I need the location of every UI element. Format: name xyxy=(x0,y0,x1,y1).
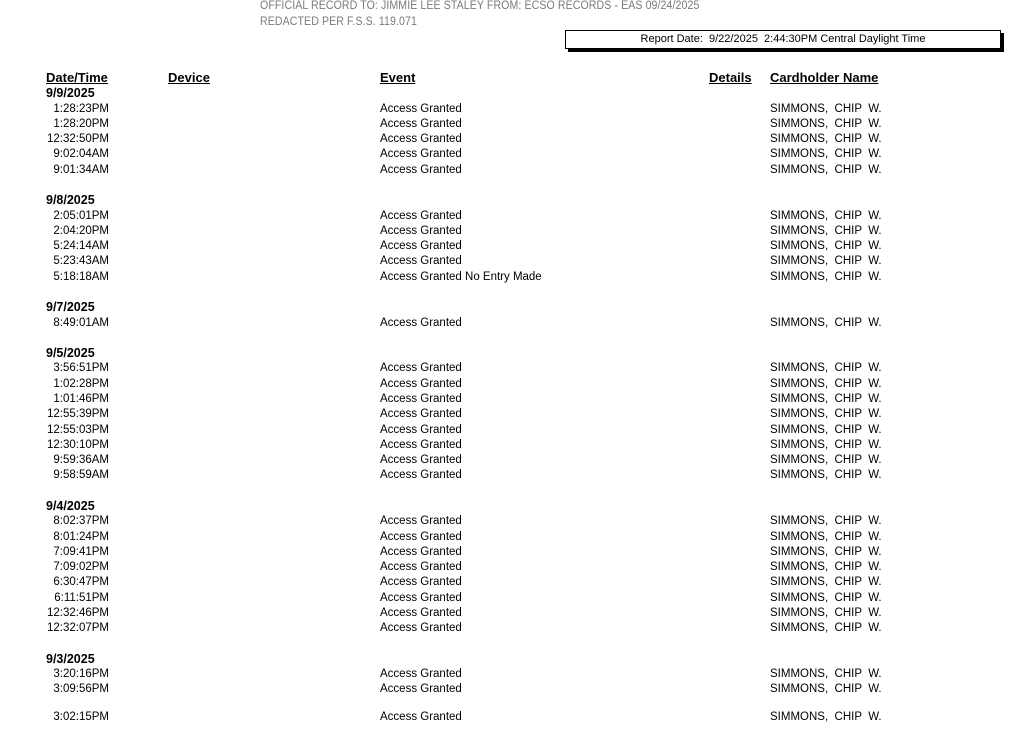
log-row xyxy=(0,530,1023,545)
log-cardholder: SIMMONS, CHIP W. xyxy=(770,683,882,696)
log-time: 1:02:28PM xyxy=(53,377,109,390)
column-header-datetime: Date/Time xyxy=(46,70,108,85)
log-cardholder: SIMMONS, CHIP W. xyxy=(770,423,882,436)
log-cardholder: SIMMONS, CHIP W. xyxy=(770,255,882,268)
log-row xyxy=(0,239,1023,254)
log-cardholder: SIMMONS, CHIP W. xyxy=(770,515,882,528)
log-cardholder: SIMMONS, CHIP W. xyxy=(770,545,882,558)
log-time: 12:30:10PM xyxy=(46,438,109,451)
log-cardholder: SIMMONS, CHIP W. xyxy=(770,102,882,115)
log-cardholder: SIMMONS, CHIP W. xyxy=(770,408,882,421)
log-event: Access Granted No Entry Made xyxy=(380,270,542,283)
log-cardholder: SIMMONS, CHIP W. xyxy=(770,316,882,329)
log-time: 12:55:03PM xyxy=(46,423,109,436)
report-date-box: Report Date: 9/22/2025 2:44:30PM Central Daylight Time xyxy=(565,30,1001,49)
log-event: Access Granted xyxy=(380,408,462,421)
column-header-cardholder: Cardholder Name xyxy=(770,70,879,85)
log-row xyxy=(0,377,1023,392)
log-time: 12:32:07PM xyxy=(46,622,109,635)
log-time: 9:02:04AM xyxy=(53,148,109,161)
log-time: 8:01:24PM xyxy=(53,530,109,543)
log-row xyxy=(0,575,1023,590)
log-time: 6:30:47PM xyxy=(53,576,109,589)
log-time: 1:01:46PM xyxy=(53,392,109,405)
log-time: 6:11:51PM xyxy=(54,591,109,604)
log-event: Access Granted xyxy=(380,668,462,681)
log-time: 2:04:20PM xyxy=(53,224,109,237)
log-event: Access Granted xyxy=(380,469,462,482)
log-event: Access Granted xyxy=(380,423,462,436)
log-row xyxy=(0,132,1023,147)
log-cardholder: SIMMONS, CHIP W. xyxy=(770,133,882,146)
log-row xyxy=(0,560,1023,575)
date-heading: 9/4/2025 xyxy=(46,498,95,513)
log-row xyxy=(0,316,1023,331)
watermark-line-1: OFFICIAL RECORD TO: JIMMIE LEE STALEY FROM: ECSO RECORDS - EAS 09/24/2025 xyxy=(260,0,700,12)
log-row xyxy=(0,147,1023,162)
log-cardholder: SIMMONS, CHIP W. xyxy=(770,469,882,482)
log-event: Access Granted xyxy=(380,561,462,574)
log-event: Access Granted xyxy=(380,622,462,635)
log-time: 7:09:41PM xyxy=(53,545,109,558)
log-time: 1:28:20PM xyxy=(53,117,109,130)
log-time: 12:32:50PM xyxy=(46,133,109,146)
log-row xyxy=(0,667,1023,682)
log-row xyxy=(0,682,1023,697)
log-cardholder: SIMMONS, CHIP W. xyxy=(770,392,882,405)
log-event: Access Granted xyxy=(380,117,462,130)
log-time: 9:01:34AM xyxy=(53,163,109,176)
date-heading: 9/5/2025 xyxy=(46,345,95,360)
log-row xyxy=(0,453,1023,468)
log-event: Access Granted xyxy=(380,224,462,237)
log-event: Access Granted xyxy=(380,255,462,268)
log-row xyxy=(0,254,1023,269)
log-row xyxy=(0,102,1023,117)
log-row xyxy=(0,117,1023,132)
log-event: Access Granted xyxy=(380,683,462,696)
log-event: Access Granted xyxy=(380,392,462,405)
log-time: 9:59:36AM xyxy=(53,454,109,467)
log-time: 3:20:16PM xyxy=(53,668,109,681)
log-event: Access Granted xyxy=(380,515,462,528)
log-cardholder: SIMMONS, CHIP W. xyxy=(770,454,882,467)
date-heading: 9/7/2025 xyxy=(46,300,95,314)
log-cardholder: SIMMONS, CHIP W. xyxy=(770,622,882,635)
log-cardholder: SIMMONS, CHIP W. xyxy=(770,591,882,604)
log-row xyxy=(0,423,1023,438)
log-row xyxy=(0,209,1023,224)
log-event: Access Granted xyxy=(380,576,462,589)
log-cardholder: SIMMONS, CHIP W. xyxy=(770,377,882,390)
log-row xyxy=(0,438,1023,453)
log-time: 12:55:39PM xyxy=(46,408,109,421)
log-time: 5:24:14AM xyxy=(53,240,109,253)
log-time: 5:23:43AM xyxy=(53,255,109,268)
log-cardholder: SIMMONS, CHIP W. xyxy=(770,240,882,253)
date-heading: 9/3/2025 xyxy=(46,651,95,666)
column-header-device: Device xyxy=(168,70,210,85)
log-time: 1:28:23PM xyxy=(53,102,109,115)
log-row xyxy=(0,392,1023,407)
log-row xyxy=(0,710,1023,725)
log-time: 8:49:01AM xyxy=(53,316,109,329)
log-cardholder: SIMMONS, CHIP W. xyxy=(770,148,882,161)
log-cardholder: SIMMONS, CHIP W. xyxy=(770,270,882,283)
log-event: Access Granted xyxy=(380,316,462,329)
log-cardholder: SIMMONS, CHIP W. xyxy=(770,607,882,619)
log-cardholder: SIMMONS, CHIP W. xyxy=(770,224,882,237)
date-heading: 9/9/2025 xyxy=(46,86,95,100)
log-cardholder: SIMMONS, CHIP W. xyxy=(770,576,882,589)
log-row xyxy=(0,163,1023,178)
log-event: Access Granted xyxy=(380,377,462,390)
log-event: Access Granted xyxy=(380,454,462,467)
log-event: Access Granted xyxy=(380,710,462,723)
log-cardholder: SIMMONS, CHIP W. xyxy=(770,362,882,375)
date-heading: 9/8/2025 xyxy=(46,193,95,207)
log-event: Access Granted xyxy=(380,607,462,619)
log-cardholder: SIMMONS, CHIP W. xyxy=(770,163,882,176)
log-event: Access Granted xyxy=(380,240,462,253)
log-row xyxy=(0,270,1023,285)
log-row xyxy=(0,468,1023,483)
log-row xyxy=(0,621,1023,636)
log-time: 7:09:02PM xyxy=(53,561,109,574)
column-header-event: Event xyxy=(380,70,416,85)
log-event: Access Granted xyxy=(380,163,462,176)
log-row xyxy=(0,591,1023,606)
log-time: 3:02:15PM xyxy=(53,710,109,723)
log-cardholder: SIMMONS, CHIP W. xyxy=(770,117,882,130)
log-time: 3:56:51PM xyxy=(53,362,109,375)
log-time: 2:05:01PM xyxy=(53,209,109,222)
log-time: 8:02:37PM xyxy=(53,515,109,528)
log-cardholder: SIMMONS, CHIP W. xyxy=(770,668,882,681)
log-row xyxy=(0,606,1023,621)
log-time: 5:18:18AM xyxy=(53,270,109,283)
log-cardholder: SIMMONS, CHIP W. xyxy=(770,710,882,723)
log-cardholder: SIMMONS, CHIP W. xyxy=(770,561,882,574)
watermark-line-2: REDACTED PER F.S.S. 119.071 xyxy=(260,16,417,28)
log-event: Access Granted xyxy=(380,102,462,115)
log-row xyxy=(0,361,1023,376)
log-row xyxy=(0,514,1023,529)
log-event: Access Granted xyxy=(380,545,462,558)
log-event: Access Granted xyxy=(380,209,462,222)
log-event: Access Granted xyxy=(380,530,462,543)
log-event: Access Granted xyxy=(380,133,462,146)
log-time: 12:32:46PM xyxy=(46,607,109,619)
log-time: 9:58:59AM xyxy=(53,469,109,482)
log-event: Access Granted xyxy=(380,148,462,161)
log-event: Access Granted xyxy=(380,362,462,375)
log-row xyxy=(0,545,1023,560)
log-cardholder: SIMMONS, CHIP W. xyxy=(770,209,882,222)
log-event: Access Granted xyxy=(380,438,462,451)
log-row xyxy=(0,407,1023,422)
log-time: 3:09:56PM xyxy=(53,683,109,696)
log-row xyxy=(0,224,1023,239)
log-event: Access Granted xyxy=(380,591,462,604)
log-cardholder: SIMMONS, CHIP W. xyxy=(770,530,882,543)
column-header-details: Details xyxy=(709,70,752,85)
log-cardholder: SIMMONS, CHIP W. xyxy=(770,438,882,451)
